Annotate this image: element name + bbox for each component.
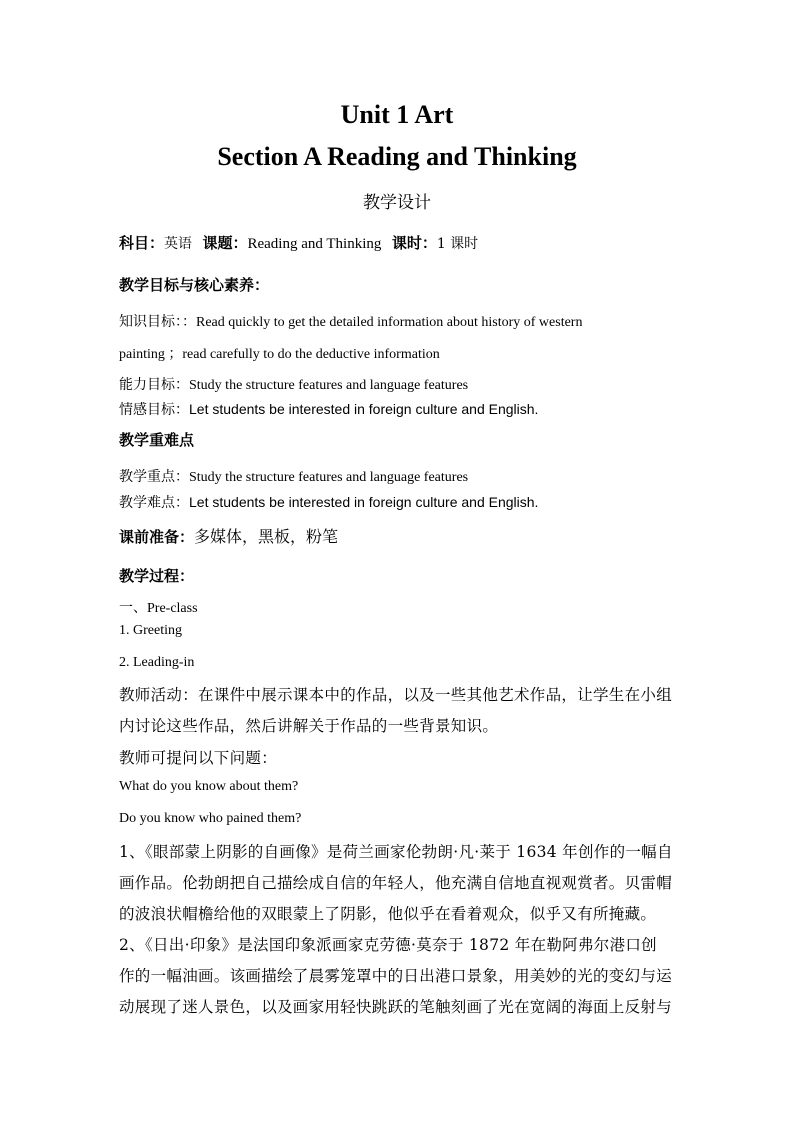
topic-label: 课题： [202,234,248,252]
period-value: 1 课时 [436,236,479,252]
knowledge-goal-line2: painting ；read carefully to do the deductive information [119,347,440,362]
key-points-heading: 教学重难点 [119,431,195,449]
ability-goal: 能力目标：Study the structure features and language features [119,378,469,393]
subject-label: 科目： [119,234,165,252]
preparation-label: 课前准备： [119,528,195,546]
difficulty-value: Let students be interested in foreign culture and English. [189,494,539,510]
process-heading: 教学过程： [119,567,195,585]
question-1: What do you know about them? [119,779,299,794]
item1-line3: 的波浪状帽檐给他的双眼蒙上了阴影，他似乎在看着观众，似乎又有所掩藏。 [119,905,657,923]
emotion-goal [119,399,538,419]
item2-line2: 作的一幅油画。该画描绘了晨雾笼罩中的日出港口景象，用美妙的光的变幻与运 [119,967,673,985]
question-2: Do you know who pained them? [119,811,302,826]
title-section: Section A Reading and Thinking [217,142,577,171]
difficulty-label: 教学难点： [119,496,189,511]
subject-value: 英语 [164,236,193,252]
preparation-value: 多媒体，黑板，粉笔 [194,527,339,546]
item2-line1: 2、《日出·印象》是法国印象派画家克劳德·莫奈于 1872 年在勒阿弗尔港口创 [119,936,657,954]
teaching-focus: 教学重点：Study the structure features and language features [119,470,469,485]
item2-line3: 动展现了迷人景色，以及画家用轻快跳跃的笔触刻画了光在宽阔的海面上反射与 [119,998,673,1016]
teacher-activity-line2: 内讨论这些作品，然后讲解关于作品的一些背景知识。 [119,717,499,735]
preparation-line [119,524,338,547]
item1-line1: 1、《眼部蒙上阴影的自画像》是荷兰画家伦勃朗·凡·莱于 1634 年创作的一幅自 [119,843,673,861]
objectives-heading: 教学目标与核心素养： [119,276,270,294]
meta-line [119,232,478,253]
emotion-goal-value: Let students be interested in foreign culture and English. [189,401,539,417]
knowledge-goal-line1: 知识目标：：Read quickly to get the detailed information about history of western [119,315,583,330]
title-unit: Unit 1 Art [340,100,454,129]
topic-value: Reading and Thinking [247,236,382,252]
emotion-goal-label: 情感目标： [119,403,189,418]
teaching-difficulty [119,492,538,512]
title-design: 教学设计 [363,193,431,213]
teacher-activity-line1: 教师活动：在课件中展示课本中的作品，以及一些其他艺术作品，让学生在小组 [119,686,673,704]
step-greeting: 1. Greeting [119,623,182,638]
item1-line2: 画作品。伦勃朗把自己描绘成自信的年轻人，他充满自信地直视观赏者。贝雷帽 [119,874,673,892]
questions-intro: 教师可提问以下问题： [119,749,278,767]
step-leading-in: 2. Leading-in [119,655,195,670]
pre-class-section: 一、Pre-class [119,601,198,616]
period-label: 课时： [391,234,437,252]
